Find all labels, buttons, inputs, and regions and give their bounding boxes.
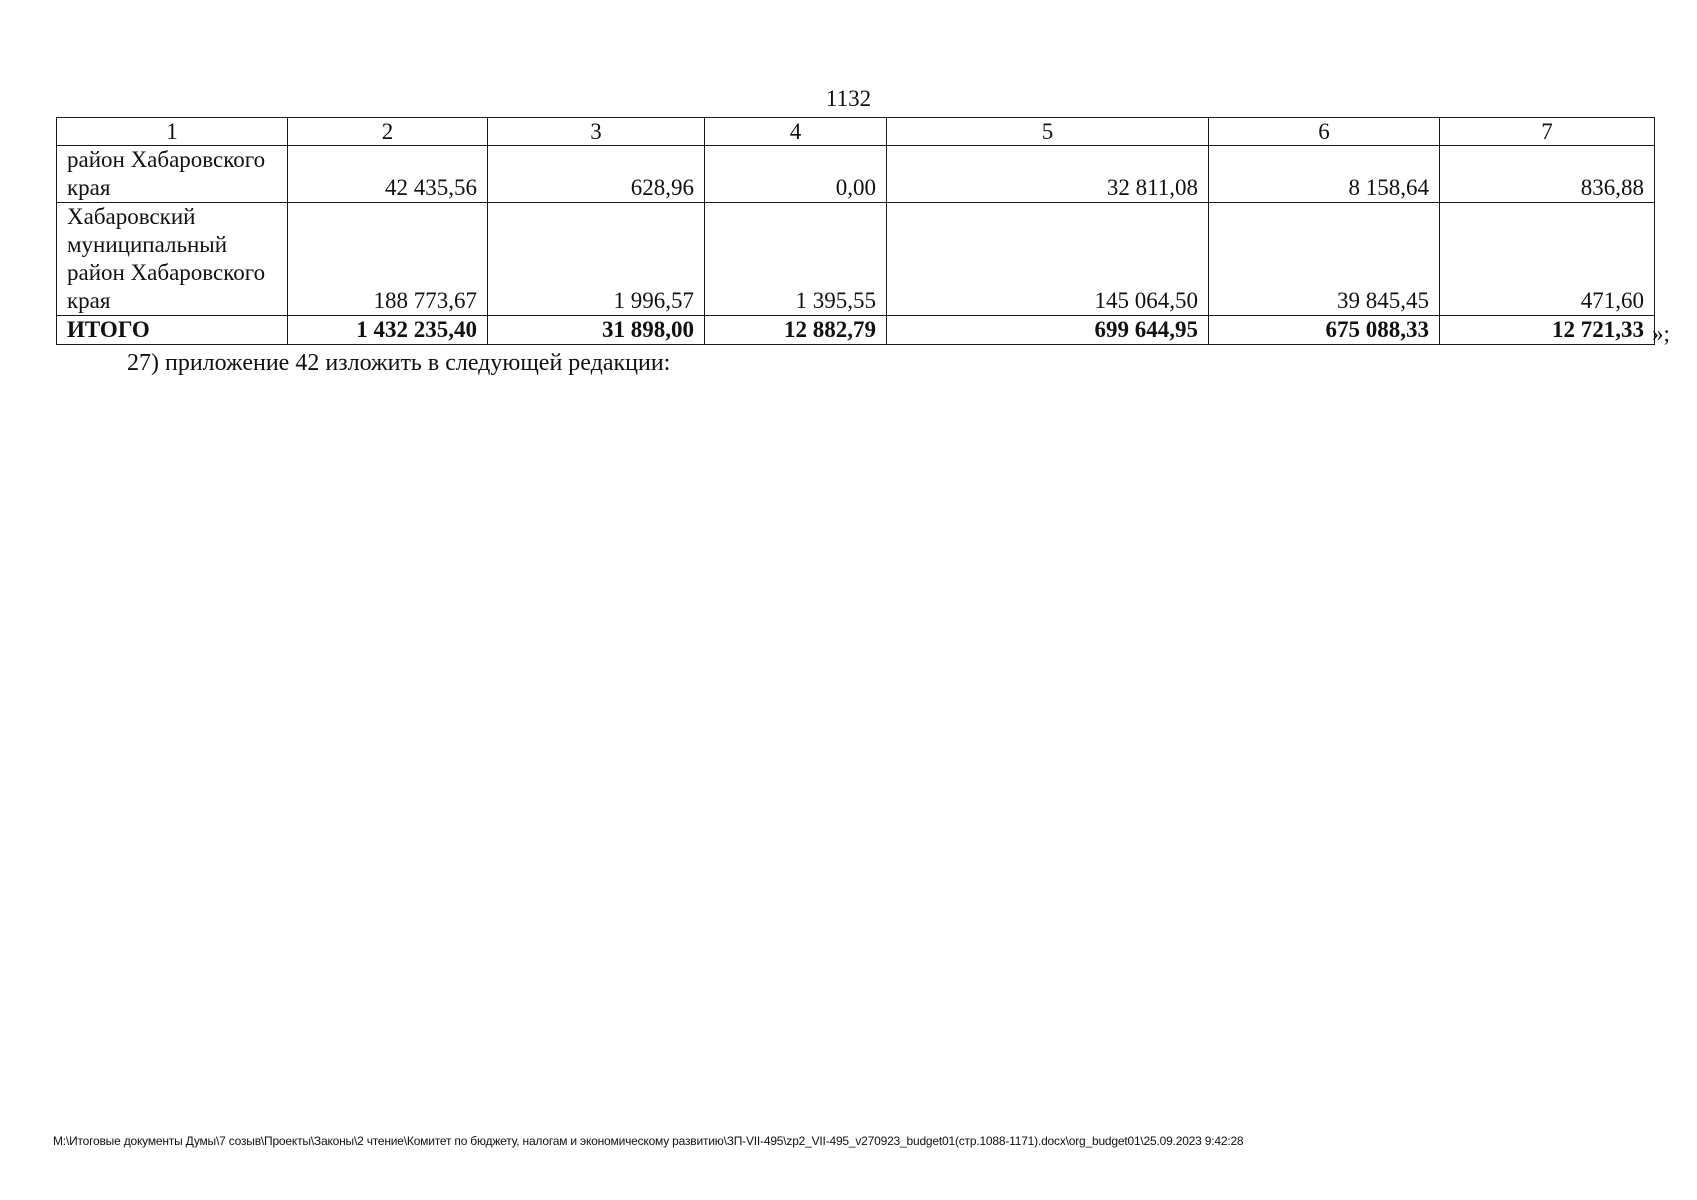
column-header: 7 <box>1440 118 1655 146</box>
column-header: 5 <box>887 118 1209 146</box>
total-cell: 12 721,33 <box>1440 316 1655 345</box>
column-header: 2 <box>288 118 488 146</box>
table-row <box>57 203 1655 316</box>
total-cell: 675 088,33 <box>1209 316 1440 345</box>
table-cell: 145 064,50 <box>887 203 1209 316</box>
row-name: Хабаровский муниципальный район Хабаровского края <box>57 203 288 316</box>
total-cell: 1 432 235,40 <box>288 316 488 345</box>
row-name: район Хабаровского края <box>57 146 288 203</box>
table-total-row <box>57 316 1655 345</box>
table-cell: 39 845,45 <box>1209 203 1440 316</box>
total-cell: 12 882,79 <box>705 316 887 345</box>
column-header: 3 <box>488 118 705 146</box>
page-number: 1132 <box>825 86 872 111</box>
column-header: 1 <box>57 118 288 146</box>
instruction-text: 27) приложение 42 изложить в следующей редакции: <box>127 350 671 376</box>
table-cell: 836,88 <box>1440 146 1655 203</box>
total-cell: 699 644,95 <box>887 316 1209 345</box>
column-header: 6 <box>1209 118 1440 146</box>
total-cell: 31 898,00 <box>488 316 705 345</box>
table-cell: 1 996,57 <box>488 203 705 316</box>
column-header: 4 <box>705 118 887 146</box>
closing-quote: »; <box>1652 321 1670 346</box>
table-cell: 188 773,67 <box>288 203 488 316</box>
table-cell: 628,96 <box>488 146 705 203</box>
table-cell: 471,60 <box>1440 203 1655 316</box>
footer-file-path: M:\Итоговые документы Думы\7 созыв\Проекты\Законы\2 чтение\Комитет по бюджету, налогам и экономическому развитию\ЗП-VII-495\zp2_VII-495_v270923_budget01(стр.1088-1171).docx\org_budget01\25.09.2023 9:42:28 <box>53 1134 1244 1148</box>
budget-table <box>56 117 1655 345</box>
table-cell: 42 435,56 <box>288 146 488 203</box>
total-label: ИТОГО <box>57 316 288 345</box>
table-cell: 32 811,08 <box>887 146 1209 203</box>
table-row <box>57 146 1655 203</box>
table-cell: 0,00 <box>705 146 887 203</box>
table-header-row <box>57 118 1655 146</box>
table-cell: 1 395,55 <box>705 203 887 316</box>
table-cell: 8 158,64 <box>1209 146 1440 203</box>
